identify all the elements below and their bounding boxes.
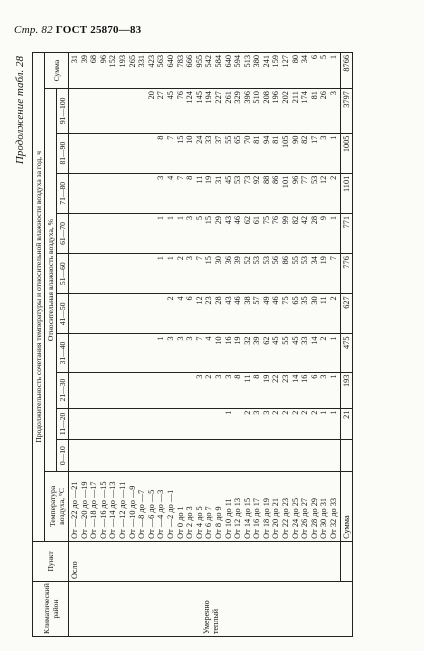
temperature-range-row: От —6 до —5: [146, 489, 156, 539]
temperature-range-row: От 16 до 17: [252, 498, 262, 539]
humidity-col-41-50: 2 4 6 12 23 28 43 46 38 57 49 46 75 65 35 30 11 2: [69, 294, 341, 334]
temperature-range-row: От 26 до 27: [300, 498, 310, 539]
humidity-col-91-100: 20 27 45 76 124 145 194 227 261 329 396 510 208 196 202 211 174 81 26 3: [69, 89, 341, 133]
total-cell: 627: [340, 294, 353, 334]
grand-total-cell: 8766: [340, 53, 353, 89]
point-cell-empty: [340, 541, 353, 581]
total-cell: 1005: [340, 133, 353, 173]
page-number: Стр. 82: [14, 24, 53, 36]
temperature-range-row: От —2 до —1: [165, 489, 175, 539]
humidity-col-11-20: 1 2 3 3 2 2 2 2 2 1 1: [69, 408, 341, 440]
sum-column: 31 39 68 96 152 193 265 331 423 563 640 783 666 955 542 584 640 594 513 380 241 159 127 80 34 6 5 1: [69, 53, 341, 89]
total-cell: 193: [340, 372, 353, 408]
humidity-range: 41—50: [57, 294, 69, 334]
temperature-range-row: От 28 до 29: [309, 498, 319, 539]
data-table: [32, 52, 353, 637]
humidity-col-0-10: [69, 440, 341, 472]
humidity-range: 81—90: [57, 133, 69, 173]
total-cell: 771: [340, 213, 353, 253]
temperature-range-row: От 2 до 3: [185, 506, 195, 539]
region-header: Климатический район: [33, 582, 69, 637]
humidity-col-51-60: 1 1 2 3 7 15 30 36 39 52 53 53 56 86 55 53 34 19 7: [69, 254, 341, 294]
total-cell: 776: [340, 254, 353, 294]
humidity-header: Относительная влажность воздуха, %: [45, 89, 57, 472]
temperature-range-row: От 22 до 23: [281, 498, 291, 539]
temperature-range-row: От —10 до —9: [127, 485, 137, 539]
temperature-range-row: От 30 до 31: [319, 498, 329, 539]
total-cell: 475: [340, 334, 353, 372]
humidity-range: 31—40: [57, 334, 69, 372]
temperature-range-row: От —8 до —7: [137, 489, 147, 539]
temperature-range-row: От —18 до —17: [89, 481, 99, 539]
total-cell: 3797: [340, 89, 353, 133]
temperature-range-row: От 6 до 7: [204, 506, 214, 539]
continuation-label: Продолжение табл. 28: [14, 56, 26, 165]
humidity-col-81-90: 8 7 15 10 24 33 37 55 65 70 81 94 81 105 90 82 17 3 1: [69, 133, 341, 173]
temperature-range-row: От 0 до 1: [175, 506, 185, 539]
temperature-range-row: От 20 до 21: [271, 498, 281, 539]
humidity-range: 91—100: [57, 89, 69, 133]
humidity-range: 51—60: [57, 254, 69, 294]
rotated-content: [14, 52, 414, 637]
temperature-range-row: От —16 до —15: [98, 481, 108, 539]
temperature-range-row: От 10 до 11: [223, 498, 233, 539]
point-cell: Ocло: [69, 541, 341, 581]
standard-code: ГОСТ 25870—83: [55, 24, 142, 36]
total-cell: 21: [340, 408, 353, 440]
temperature-range-row: От —14 до —13: [108, 481, 118, 539]
region-cell: Умеренно теплый: [69, 582, 353, 637]
humidity-col-21-30: 3 2 3 3 8 11 8 19 22 23 14 16 6 3 1: [69, 372, 341, 408]
page-number-and-standard: [14, 24, 141, 36]
temperature-range-row: От 32 до 33: [329, 498, 339, 539]
temperature-range-row: От —4 до —3: [156, 489, 166, 539]
humidity-col-71-80: 3 4 7 8 11 19 31 45 53 73 92 88 86 101 96 77 53 12 2: [69, 173, 341, 213]
temperature-range-row: От 24 до 25: [290, 498, 300, 539]
humidity-range: 11—20: [57, 408, 69, 440]
rotated-table-area: [14, 52, 414, 637]
humidity-range: 21—30: [57, 372, 69, 408]
humidity-range: 61—70: [57, 213, 69, 253]
humidity-range: 0—10: [57, 440, 69, 472]
temp-header: Температура воздуха, °С: [45, 472, 69, 542]
temperature-range-row: От 18 до 19: [261, 498, 271, 539]
temperature-range-row: От 12 до 13: [233, 498, 243, 539]
total-cell: [340, 440, 353, 472]
point-header: Пункт: [33, 541, 69, 581]
page-header: [14, 24, 410, 44]
humidity-col-61-70: 1 1 1 3 5 15 29 43 46 62 61 75 76 99 82 42 28 9 1: [69, 213, 341, 253]
temperature-range-row: От —20 до —19: [79, 481, 89, 539]
humidity-range: 71—80: [57, 173, 69, 213]
humidity-col-31-40: 1 3 3 3 7 4 10 16 19 32 39 62 45 55 45 33 14 2 1: [69, 334, 341, 372]
total-cell: 1101: [340, 173, 353, 213]
temperature-range-row: От 14 до 15: [242, 498, 252, 539]
table-caption: Продолжительность сочетания температуры и относительной влажности воздуха за год, ч: [33, 53, 45, 542]
sum-row-label: Сумма: [340, 472, 353, 542]
temperature-range-row: От 4 до 5: [194, 506, 204, 539]
temperature-range-row: От —22 до —21: [70, 481, 79, 539]
temperature-range-row: От 8 до 9: [213, 506, 223, 539]
temperature-ranges: [69, 472, 341, 542]
temperature-range-row: От —12 до —11: [117, 481, 127, 539]
sum-header: Сумма: [45, 53, 69, 89]
